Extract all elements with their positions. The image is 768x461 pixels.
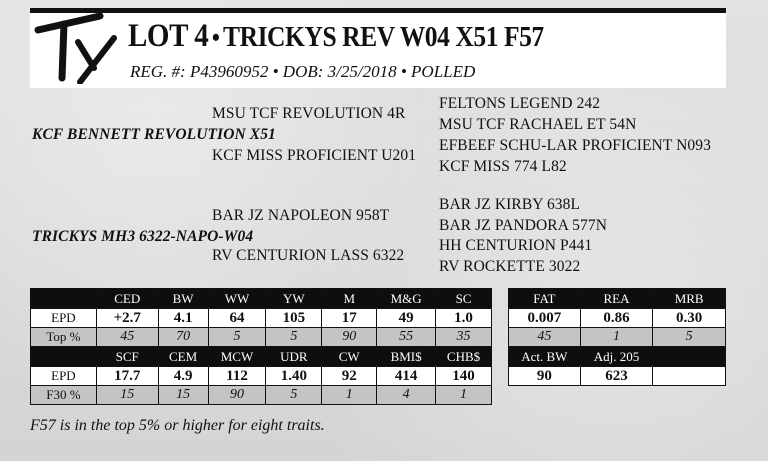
- epd-pct-ced: 45: [96, 328, 158, 347]
- epd-pct-row-1: [31, 328, 492, 347]
- epd-pct-bw: 70: [158, 328, 208, 347]
- pedigree-dds: HH CENTURION P441: [439, 237, 593, 254]
- epd-pct-ww: 5: [208, 328, 266, 347]
- epd-header-bmi: BMI$: [377, 347, 436, 367]
- epd-header-yw: YW: [266, 289, 322, 309]
- weights-header-blank: [653, 347, 726, 367]
- pedigree-dam-sire: BAR JZ NAPOLEON 958T: [212, 207, 390, 224]
- epd-pct-sc: 35: [436, 328, 492, 347]
- epd-header-mcw: MCW: [208, 347, 266, 367]
- lot-number: LOT 4: [128, 18, 209, 54]
- epd-header-sc: SC: [436, 289, 492, 309]
- epd-pct-m: 90: [322, 328, 377, 347]
- weights-header-row: [509, 347, 726, 367]
- pedigree-sire-sire: MSU TCF REVOLUTION 4R: [212, 105, 406, 122]
- epd-pct-mcw: 90: [208, 386, 266, 405]
- epd-value-chb: 140: [436, 367, 492, 386]
- epd-pct-yw: 5: [266, 328, 322, 347]
- epd-pct-udr: 5: [266, 386, 322, 405]
- epd-header-row-1: [31, 289, 492, 309]
- epd-value-cem: 4.9: [158, 367, 208, 386]
- carcass-header-mrb: MRB: [653, 289, 726, 309]
- epd-value-bmi: 414: [377, 367, 436, 386]
- carcass-value-fat: 0.007: [509, 309, 581, 328]
- epd-pct-chb: 1: [436, 386, 492, 405]
- epd-header-chb: CHB$: [436, 347, 492, 367]
- lot-title: [128, 18, 544, 55]
- carcass-pct-row: [509, 328, 726, 347]
- pedigree-sds: EFBEEF SCHU-LAR PROFICIENT N093: [439, 137, 711, 154]
- pedigree-ssd: MSU TCF RACHAEL ET 54N: [439, 116, 637, 133]
- carcass-pct-rea: 1: [580, 328, 653, 347]
- weights-header-act-bw: Act. BW: [509, 347, 581, 367]
- epd-pct-cw: 1: [322, 386, 377, 405]
- epd-value-m: 17: [322, 309, 377, 328]
- epd-value-scf: 17.7: [96, 367, 158, 386]
- registration-line: REG. #: P43960952 • DOB: 3/25/2018 • POLLED: [130, 62, 476, 81]
- pedigree-dsd: BAR JZ PANDORA 577N: [439, 217, 607, 234]
- epd-value-row-2: [31, 367, 492, 386]
- epd-header-mg: M&G: [377, 289, 436, 309]
- carcass-value-mrb: 0.30: [653, 309, 726, 328]
- epd-table: [30, 288, 492, 405]
- epd-pct-bmi: 4: [377, 386, 436, 405]
- carcass-header-rea: REA: [580, 289, 653, 309]
- weights-value-blank: [653, 367, 726, 386]
- carcass-pct-fat: 45: [509, 328, 581, 347]
- epd-header-blank: [31, 289, 97, 309]
- epd-value-mg: 49: [377, 309, 436, 328]
- pedigree-dam: TRICKYS MH3 6322-NAPO-W04: [32, 228, 254, 245]
- tricky-brand-logo: [34, 12, 120, 84]
- epd-value-mcw: 112: [208, 367, 266, 386]
- epd-value-ced: +2.7: [96, 309, 158, 328]
- footnote: F57 is in the top 5% or higher for eight traits.: [30, 417, 325, 434]
- epd-header-cem: CEM: [158, 347, 208, 367]
- pedigree-dss: BAR JZ KIRBY 638L: [439, 196, 581, 213]
- carcass-pct-mrb: 5: [653, 328, 726, 347]
- epd-header-scf: SCF: [96, 347, 158, 367]
- epd-pct-label: Top %: [31, 328, 97, 347]
- epd-header-udr: UDR: [266, 347, 322, 367]
- epd-value-row-1: [31, 309, 492, 328]
- epd-header-m: M: [322, 289, 377, 309]
- weights-value-adj-205: 623: [580, 367, 653, 386]
- pedigree-sdd: KCF MISS 774 L82: [439, 158, 567, 175]
- epd-value-cw: 92: [322, 367, 377, 386]
- epd-value-sc: 1.0: [436, 309, 492, 328]
- pedigree-ddd: RV ROCKETTE 3022: [439, 258, 581, 275]
- animal-name: TRICKYS REV W04 X51 F57: [222, 21, 544, 53]
- epd-value-bw: 4.1: [158, 309, 208, 328]
- epd-value-ww: 64: [208, 309, 266, 328]
- weights-header-adj-205: Adj. 205: [580, 347, 653, 367]
- carcass-value-rea: 0.86: [580, 309, 653, 328]
- carcass-table: [508, 288, 726, 386]
- epd-value-yw: 105: [266, 309, 322, 328]
- epd-pct-row-2: [31, 386, 492, 405]
- epd-value-udr: 1.40: [266, 367, 322, 386]
- carcass-header-row: [509, 289, 726, 309]
- header-top-rule: [30, 8, 726, 13]
- pedigree-sss: FELTONS LEGEND 242: [439, 95, 601, 112]
- weights-value-act-bw: 90: [509, 367, 581, 386]
- pedigree-dam-dam: RV CENTURION LASS 6322: [212, 247, 405, 264]
- pedigree-sire: KCF BENNETT REVOLUTION X51: [32, 126, 276, 143]
- epd-header-ced: CED: [96, 289, 158, 309]
- epd-row-label: EPD: [31, 309, 97, 328]
- epd-pct-scf: 15: [96, 386, 158, 405]
- pedigree-sire-dam: KCF MISS PROFICIENT U201: [212, 147, 417, 164]
- epd-header-cw: CW: [322, 347, 377, 367]
- epd-pct-cem: 15: [158, 386, 208, 405]
- epd-header-blank-2: [31, 347, 97, 367]
- title-separator-dot: •: [211, 23, 220, 53]
- carcass-header-fat: FAT: [509, 289, 581, 309]
- epd-header-bw: BW: [158, 289, 208, 309]
- epd-pct-mg: 55: [377, 328, 436, 347]
- epd-row-label-2: EPD: [31, 367, 97, 386]
- carcass-value-row: [509, 309, 726, 328]
- epd-pct-label-2: F30 %: [31, 386, 97, 405]
- weights-value-row: [509, 367, 726, 386]
- epd-header-ww: WW: [208, 289, 266, 309]
- epd-header-row-2: [31, 347, 492, 367]
